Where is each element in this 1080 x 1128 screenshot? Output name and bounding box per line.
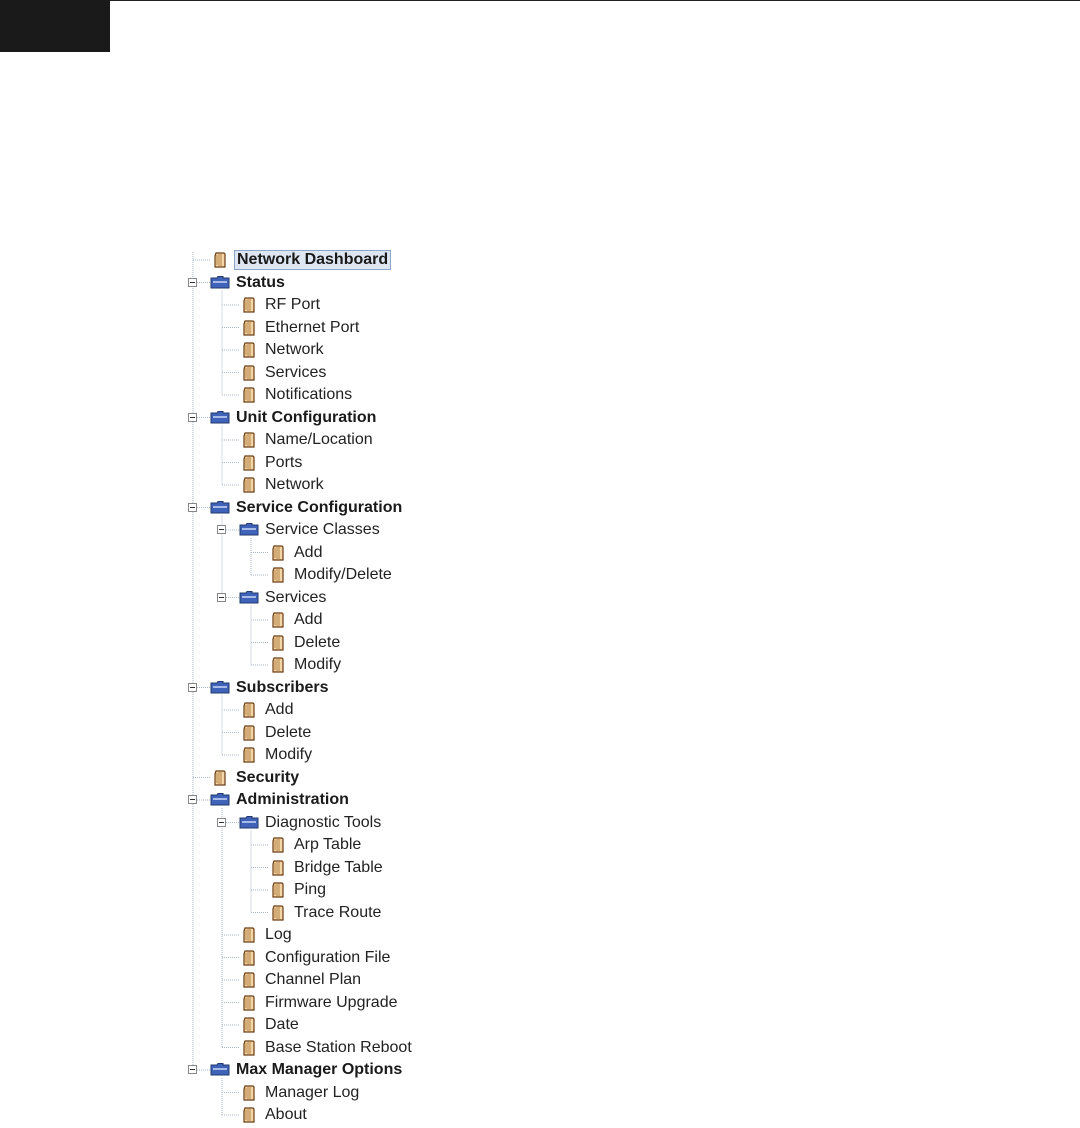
tree-node-delete[interactable] [242, 723, 313, 743]
document-icon [242, 455, 256, 471]
document-icon [242, 1107, 256, 1123]
tree-node-unit-configuration[interactable] [213, 408, 378, 428]
tree-node-label: Arp Table [294, 836, 362, 853]
tree-node-label: Network Dashboard [234, 250, 391, 270]
tree-node-firmware-upgrade[interactable] [242, 993, 399, 1013]
folder-icon [210, 680, 230, 696]
document-icon [213, 252, 227, 268]
tree-node-add[interactable] [271, 543, 324, 563]
tree-node-label: Modify/Delete [294, 566, 392, 583]
tree-node-ports[interactable] [242, 453, 304, 473]
tree-node-label: Name/Location [265, 431, 373, 448]
collapse-toggle-administration[interactable] [188, 795, 197, 804]
tree-node-label: Ethernet Port [265, 318, 360, 336]
tree-node-label: Bridge Table [294, 858, 383, 876]
tree-node-ping[interactable] [271, 880, 328, 900]
tree-node-modify[interactable] [242, 745, 314, 765]
document-icon [271, 905, 285, 921]
tree-node-diagnostic-tools[interactable] [242, 813, 383, 833]
folder-icon [210, 500, 230, 516]
tree-node-ethernet-port[interactable] [242, 318, 361, 338]
tree-node-name-location[interactable] [242, 430, 375, 450]
tree-node-modify[interactable] [271, 655, 343, 675]
tree-node-label: Notifications [265, 386, 353, 403]
tree-node-label: About [265, 1106, 307, 1123]
document-icon [213, 770, 227, 786]
tree-node-label: Add [294, 611, 323, 628]
folder-icon [210, 410, 230, 426]
tree-node-status[interactable] [213, 273, 287, 293]
tree-node-security[interactable] [213, 768, 301, 788]
tree-node-about[interactable] [242, 1105, 309, 1125]
folder-icon [239, 522, 259, 538]
tree-node-label: Log [265, 926, 292, 943]
document-icon [242, 1040, 256, 1056]
tree-node-network-dashboard[interactable] [213, 250, 391, 270]
collapse-toggle-subscribers[interactable] [188, 683, 197, 692]
tree-node-label: Base Station Reboot [265, 1038, 412, 1056]
tree-node-label: Services [265, 363, 327, 381]
tree-node-configuration-file[interactable] [242, 948, 392, 968]
document-icon [242, 297, 256, 313]
tree-node-service-classes[interactable] [242, 520, 382, 540]
document-icon [242, 972, 256, 988]
tree-node-services[interactable] [242, 363, 328, 383]
collapse-toggle-max-manager-options[interactable] [188, 1065, 197, 1074]
tree-node-add[interactable] [242, 700, 295, 720]
tree-node-notifications[interactable] [242, 385, 354, 405]
tree-node-services[interactable] [242, 588, 328, 608]
tree-node-label: Subscribers [236, 678, 329, 696]
document-icon [242, 747, 256, 763]
document-icon [242, 477, 256, 493]
tree-node-label: Trace Route [294, 903, 382, 921]
tree-node-label: Service Classes [265, 521, 380, 538]
tree-node-network[interactable] [242, 340, 326, 360]
document-icon [271, 545, 285, 561]
tree-node-label: Administration [236, 791, 349, 808]
document-icon [242, 702, 256, 718]
tree-node-label: Diagnostic Tools [265, 813, 382, 831]
tree-node-label: Network [265, 341, 324, 358]
document-icon [271, 860, 285, 876]
tree-node-administration[interactable] [213, 790, 351, 810]
tree-node-modify-delete[interactable] [271, 565, 394, 585]
tree-node-label: Ports [265, 453, 303, 471]
folder-icon [210, 275, 230, 291]
document-icon [242, 1017, 256, 1033]
tree-node-network[interactable] [242, 475, 326, 495]
folder-icon [239, 815, 259, 831]
tree-node-label: Configuration File [265, 948, 391, 966]
document-icon [271, 882, 285, 898]
tree-node-label: Channel Plan [265, 971, 362, 988]
collapse-toggle-services[interactable] [217, 593, 226, 602]
document-icon [242, 995, 256, 1011]
tree-node-base-station-reboot[interactable] [242, 1038, 414, 1058]
tree-node-label: RF Port [265, 296, 321, 313]
tree-node-label: Ping [294, 881, 327, 898]
tree-node-arp-table[interactable] [271, 835, 363, 855]
tree-node-label: Firmware Upgrade [265, 993, 398, 1011]
collapse-toggle-service-configuration[interactable] [188, 503, 197, 512]
tree-node-label: Network [265, 476, 324, 493]
tree-node-label: Manager Log [265, 1083, 360, 1101]
document-icon [242, 342, 256, 358]
tree-node-log[interactable] [242, 925, 294, 945]
collapse-toggle-unit-configuration[interactable] [188, 413, 197, 422]
tree-node-add[interactable] [271, 610, 324, 630]
tree-node-label: Services [265, 588, 327, 606]
tree-node-label: Add [294, 543, 323, 561]
tree-node-manager-log[interactable] [242, 1083, 361, 1103]
document-icon [242, 950, 256, 966]
tree-node-rf-port[interactable] [242, 295, 322, 315]
document-icon [271, 612, 285, 628]
tree-node-delete[interactable] [271, 633, 342, 653]
tree-node-label: Delete [265, 723, 312, 741]
document-icon [242, 725, 256, 741]
folder-icon [210, 1062, 230, 1078]
document-icon [242, 365, 256, 381]
document-icon [242, 1085, 256, 1101]
tree-node-subscribers[interactable] [213, 678, 330, 698]
tree-node-service-configuration[interactable] [213, 498, 404, 518]
document-icon [242, 927, 256, 943]
document-icon [242, 387, 256, 403]
document-icon [242, 432, 256, 448]
tree-node-bridge-table[interactable] [271, 858, 385, 878]
document-icon [242, 320, 256, 336]
document-icon [271, 567, 285, 583]
tree-node-label: Security [236, 768, 300, 786]
tree-node-label: Delete [294, 633, 341, 651]
tree-node-max-manager-options[interactable] [213, 1060, 404, 1080]
folder-icon [239, 590, 259, 606]
tree-node-label: Modify [265, 746, 313, 763]
tree-node-channel-plan[interactable] [242, 970, 363, 990]
tree-node-label: Unit Configuration [236, 408, 377, 426]
tree-node-trace-route[interactable] [271, 903, 383, 923]
tree-node-label: Date [265, 1016, 299, 1033]
tree-node-date[interactable] [242, 1015, 301, 1035]
collapse-toggle-diagnostic-tools[interactable] [217, 818, 226, 827]
tree-node-label: Max Manager Options [236, 1061, 403, 1078]
tree-node-label: Status [236, 273, 285, 291]
tree-node-label: Add [265, 701, 294, 718]
tree-node-label: Service Configuration [236, 498, 403, 516]
folder-icon [210, 792, 230, 808]
document-icon [271, 635, 285, 651]
document-icon [271, 657, 285, 673]
collapse-toggle-status[interactable] [188, 278, 197, 287]
document-icon [271, 837, 285, 853]
collapse-toggle-service-classes[interactable] [217, 525, 226, 534]
tree-node-label: Modify [294, 656, 342, 673]
